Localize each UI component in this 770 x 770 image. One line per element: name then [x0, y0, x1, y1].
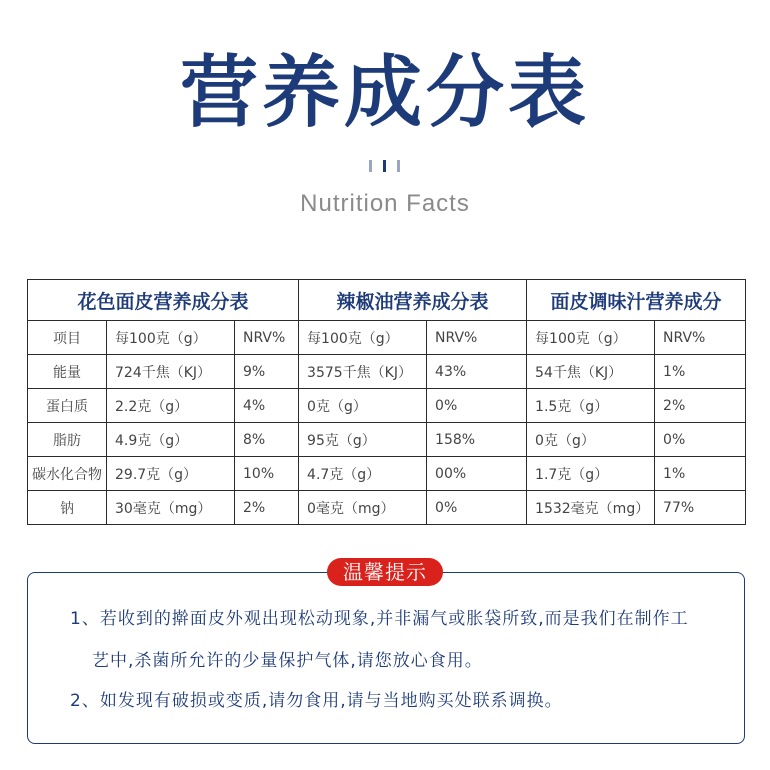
table-cell: 每100克（g） [527, 321, 655, 355]
table-cell: 8% [235, 423, 299, 457]
table-cell: 每100克（g） [299, 321, 427, 355]
table-cell: 29.7克（g） [107, 457, 235, 491]
row-label: 脂肪 [28, 423, 107, 457]
notice-badge: 温馨提示 [327, 558, 443, 586]
table-cell: 0% [655, 423, 746, 457]
table-cell: 每100克（g） [107, 321, 235, 355]
decorative-ticks [365, 160, 405, 172]
table-cell: 3575千焦（KJ） [299, 355, 427, 389]
table-cell: 10% [235, 457, 299, 491]
table-cell: NRV% [655, 321, 746, 355]
table-cell: 1.7克（g） [527, 457, 655, 491]
notice-line-3: 2、如发现有破损或变质,请勿食用,请与当地购买处联系调换。 [70, 691, 563, 711]
table-cell: 1.5克（g） [527, 389, 655, 423]
table-cell: 724千焦（KJ） [107, 355, 235, 389]
table-cell: 0克（g） [299, 389, 427, 423]
table-row [28, 457, 746, 491]
notice-line-1: 1、若收到的擀面皮外观出现松动现象,并非漏气或胀袋所致,而是我们在制作工 [70, 609, 689, 629]
row-label: 能量 [28, 355, 107, 389]
table-cell: 00% [427, 457, 527, 491]
table-cell: 0% [427, 389, 527, 423]
tick-mark [369, 160, 372, 172]
section-title-sauce: 面皮调味汁营养成分 [527, 280, 746, 321]
table-cell: 4.7克（g） [299, 457, 427, 491]
table-cell: 43% [427, 355, 527, 389]
page-subtitle: Nutrition Facts [300, 190, 470, 217]
table-cell: 1% [655, 457, 746, 491]
table-cell: 0毫克（mg） [299, 491, 427, 525]
table-cell: 1532毫克（mg） [527, 491, 655, 525]
nutrition-table [27, 279, 746, 525]
table-cell: NRV% [427, 321, 527, 355]
notice-line-2: 艺中,杀菌所允许的少量保护气体,请您放心食用。 [92, 651, 483, 671]
table-cell: 4% [235, 389, 299, 423]
row-label: 蛋白质 [28, 389, 107, 423]
table-cell: 2.2克（g） [107, 389, 235, 423]
table-row [28, 321, 746, 355]
row-label: 项目 [28, 321, 107, 355]
table-cell: 95克（g） [299, 423, 427, 457]
section-title-noodle-skin: 花色面皮营养成分表 [28, 280, 299, 321]
table-cell: 2% [235, 491, 299, 525]
table-cell: 158% [427, 423, 527, 457]
table-row [28, 491, 746, 525]
table-row [28, 423, 746, 457]
table-cell: NRV% [235, 321, 299, 355]
table-header-row [28, 280, 746, 321]
table-cell: 30毫克（mg） [107, 491, 235, 525]
table-cell: 54千焦（KJ） [527, 355, 655, 389]
table-cell: 9% [235, 355, 299, 389]
tick-mark [383, 160, 386, 172]
table-cell: 0% [427, 491, 527, 525]
table-cell: 0克（g） [527, 423, 655, 457]
table-cell: 1% [655, 355, 746, 389]
table-row [28, 389, 746, 423]
table-cell: 4.9克（g） [107, 423, 235, 457]
tick-mark [397, 160, 400, 172]
row-label: 碳水化合物 [28, 457, 107, 491]
table-row [28, 355, 746, 389]
row-label: 钠 [28, 491, 107, 525]
page-title: 营养成分表 [179, 47, 590, 138]
section-title-chili-oil: 辣椒油营养成分表 [299, 280, 527, 321]
table-cell: 2% [655, 389, 746, 423]
table-cell: 77% [655, 491, 746, 525]
